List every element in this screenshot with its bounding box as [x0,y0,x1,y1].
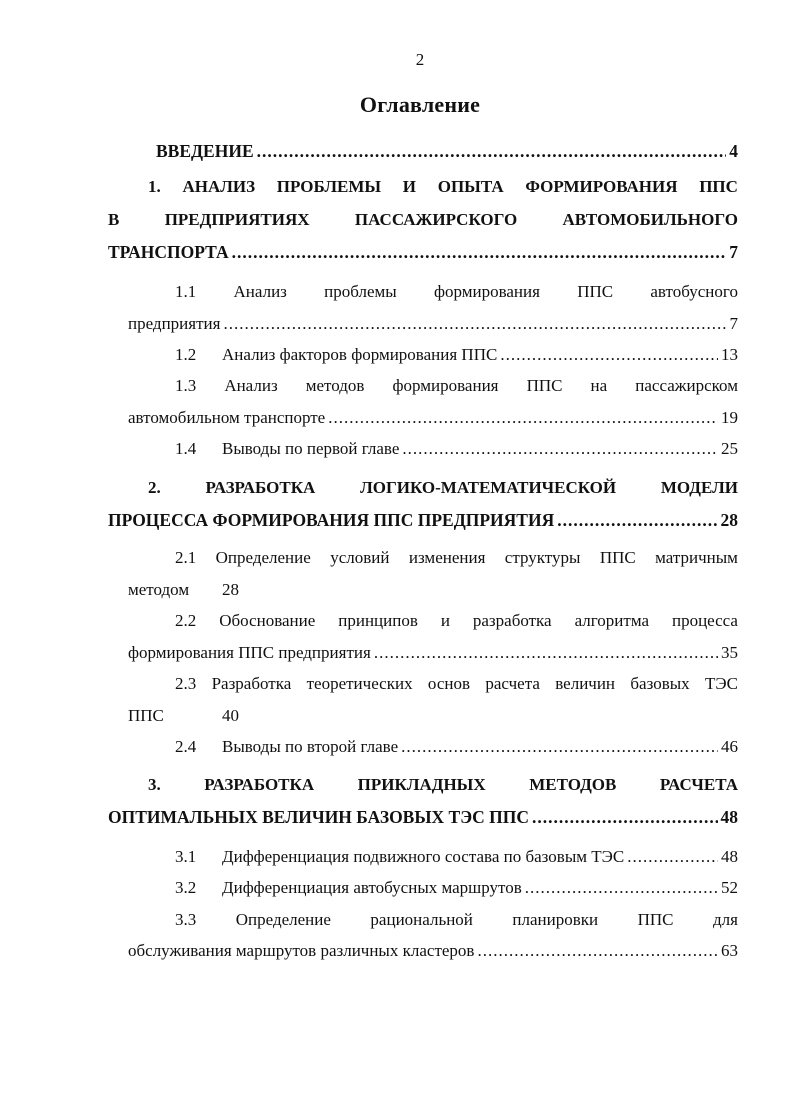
toc-entry-ch2-line2: ПРОЦЕССА ФОРМИРОВАНИЯ ППС ПРЕДПРИЯТИЯ ..... 28 [108,505,738,535]
dot-leader [627,842,718,872]
dot-leader [557,505,717,535]
page-title: Оглавление [359,92,481,117]
toc-entry-ch2-line1[interactable]: 2. РАЗРАБОТКА ЛОГИКО-МАТЕМАТИЧЕСКОЙ МОДЕЛИ [148,478,738,497]
toc-entry-intro[interactable]: ВВЕДЕНИЕ ..... 4 [156,136,738,166]
page-number: 2 [415,50,425,69]
toc-entry-ch3-line2: ОПТИМАЛЬНЫХ ВЕЛИЧИН БАЗОВЫХ ТЭС ППС ..... 48 [108,802,738,832]
dot-leader [500,340,718,370]
toc-entry-1-1[interactable]: 1.1 Анализ проблемы формирования ППС автобусного [175,282,738,301]
toc-entry-2-2-cont: формирования ППС предприятия ..... 35 [128,638,738,668]
dot-leader [525,873,718,903]
dot-leader [401,732,718,762]
toc-entry-3-1[interactable]: 3.1 Дифференциация подвижного состава по базовым ТЭС ..... 48 [175,842,738,872]
dot-leader [223,309,726,339]
toc-entry-2-4[interactable]: 2.4 Выводы по второй главе ..... 46 [175,732,738,762]
dot-leader [328,403,718,433]
dot-leader [374,638,718,668]
dot-leader [402,434,718,464]
toc-entry-2-1-cont: методом 28 [128,580,239,599]
toc-entry-ch1-line1[interactable]: 1. АНАЛИЗ ПРОБЛЕМЫ И ОПЫТА ФОРМИРОВАНИЯ ППС [148,177,738,196]
toc-entry-2-1[interactable]: 2.1 Определение условий изменения структуры ППС матричным [175,548,738,567]
toc-entry-3-3[interactable]: 3.3 Определение рациональной планировки ППС для [175,910,738,929]
toc-entry-1-1-cont: предприятия ..... 7 [128,309,738,339]
dot-leader [257,136,727,166]
toc-entry-1-2[interactable]: 1.2 Анализ факторов формирования ППС ..... 13 [175,340,738,370]
toc-entry-1-3[interactable]: 1.3 Анализ методов формирования ППС на пассажирском [175,376,738,395]
toc-entry-ch3-line1[interactable]: 3. РАЗРАБОТКА ПРИКЛАДНЫХ МЕТОДОВ РАСЧЕТА [148,775,738,794]
toc-entry-ch1-line2: В ПРЕДПРИЯТИЯХ ПАССАЖИРСКОГО АВТОМОБИЛЬНОГО [108,210,738,229]
toc-entry-ch1-line3: ТРАНСПОРТА ..... 7 [108,237,738,267]
toc-entry-1-4[interactable]: 1.4 Выводы по первой главе ..... 25 [175,434,738,464]
toc-entry-3-3-cont: обслуживания маршрутов различных кластеров ..... 63 [128,936,738,966]
dot-leader [477,936,718,966]
toc-entry-3-2[interactable]: 3.2 Дифференциация автобусных маршрутов ..... 52 [175,873,738,903]
dot-leader [232,237,727,267]
toc-entry-2-2[interactable]: 2.2 Обоснование принципов и разработка алгоритма процесса [175,611,738,630]
toc-entry-2-3[interactable]: 2.3 Разработка теоретических основ расчета величин базовых ТЭС [175,674,738,693]
dot-leader [532,802,718,832]
toc-entry-2-3-cont: ППС 40 [128,706,239,725]
toc-entry-1-3-cont: автомобильном транспорте ..... 19 [128,403,738,433]
